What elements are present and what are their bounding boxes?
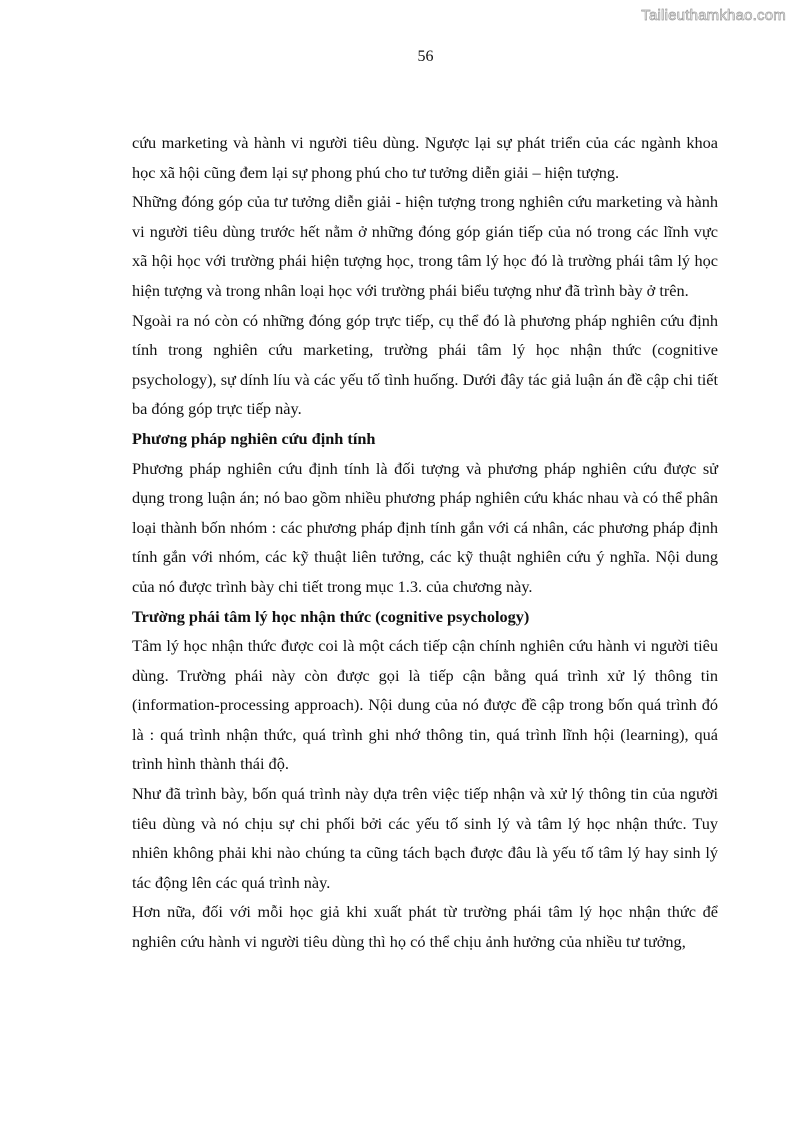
paragraph-3: Ngoài ra nó còn có những đóng góp trực tiếp, cụ thể đó là phương pháp nghiên cứu định tính trong nghiên cứu marketing, trường phái tâm lý học nhận thức (cognitive psychology), sự dính líu và các yếu tố tình huống. Dưới đây tác giả luận án đề cập chi tiết ba đóng góp trực tiếp này.: [132, 310, 718, 419]
section-heading-qualitative-research: Phương pháp nghiên cứu định tính: [132, 428, 376, 448]
paragraph-6: Như đã trình bày, bốn quá trình này dựa trên việc tiếp nhận và xử lý thông tin của người tiêu dùng và nó chịu sự chi phối bởi các yếu tố sinh lý và tâm lý học nhận thức. Tuy nhiên không phải khi nào chúng ta cũng tách bạch được đâu là yếu tố tâm lý hay sinh lý tác động lên các quá trình này.: [132, 784, 718, 892]
section-heading-cognitive-psychology: Trường phái tâm lý học nhận thức (cognitive psychology): [132, 606, 530, 626]
paragraph-2: Những đóng góp của tư tưởng diễn giải - hiện tượng trong nghiên cứu marketing và hành vi người tiêu dùng trước hết nằm ở những đóng góp gián tiếp của nó trong các lĩnh vực xã hội học với trường phái hiện tượng học, trong tâm lý học đó là trường phái tâm lý học hiện tượng và trong nhân loại học với trường phái biểu tượng như đã trình bày ở trên.: [132, 192, 718, 300]
watermark-text: Tailieuthamkhao.com: [641, 7, 786, 24]
page-number: 56: [417, 48, 434, 65]
paragraph-7: Hơn nữa, đối với mỗi học giả khi xuất phát từ trường phái tâm lý học nhận thức để nghiên cứu hành vi người tiêu dùng thì họ có thể chịu ảnh hưởng của nhiều tư tưởng,: [132, 902, 718, 952]
paragraph-4: Phương pháp nghiên cứu định tính là đối tượng và phương pháp nghiên cứu được sử dụng trong luận án; nó bao gồm nhiều phương pháp nghiên cứu khác nhau và có thể phân loại thành bốn nhóm : các phương pháp định tính gắn với cá nhân, các phương pháp định tính gắn với nhóm, các kỹ thuật liên tưởng, các kỹ thuật nghiên cứu ý nghĩa. Nội dung của nó được trình bày chi tiết trong mục 1.3. của chương này.: [132, 458, 718, 596]
paragraph-1: cứu marketing và hành vi người tiêu dùng. Ngược lại sự phát triển của các ngành khoa học xã hội cũng đem lại sự phong phú cho tư tưởng diễn giải – hiện tượng.: [132, 133, 718, 182]
paragraph-5: Tâm lý học nhận thức được coi là một cách tiếp cận chính nghiên cứu hành vi người tiêu dùng. Trường phái này còn được gọi là tiếp cận bằng quá trình xử lý thông tin (information-processing approach). Nội dung của nó được đề cập trong bốn quá trình đó là : quá trình nhận thức, quá trình ghi nhớ thông tin, quá trình lĩnh hội (learning), quá trình hình thành thái độ.: [132, 636, 718, 774]
document-body: [132, 128, 718, 957]
